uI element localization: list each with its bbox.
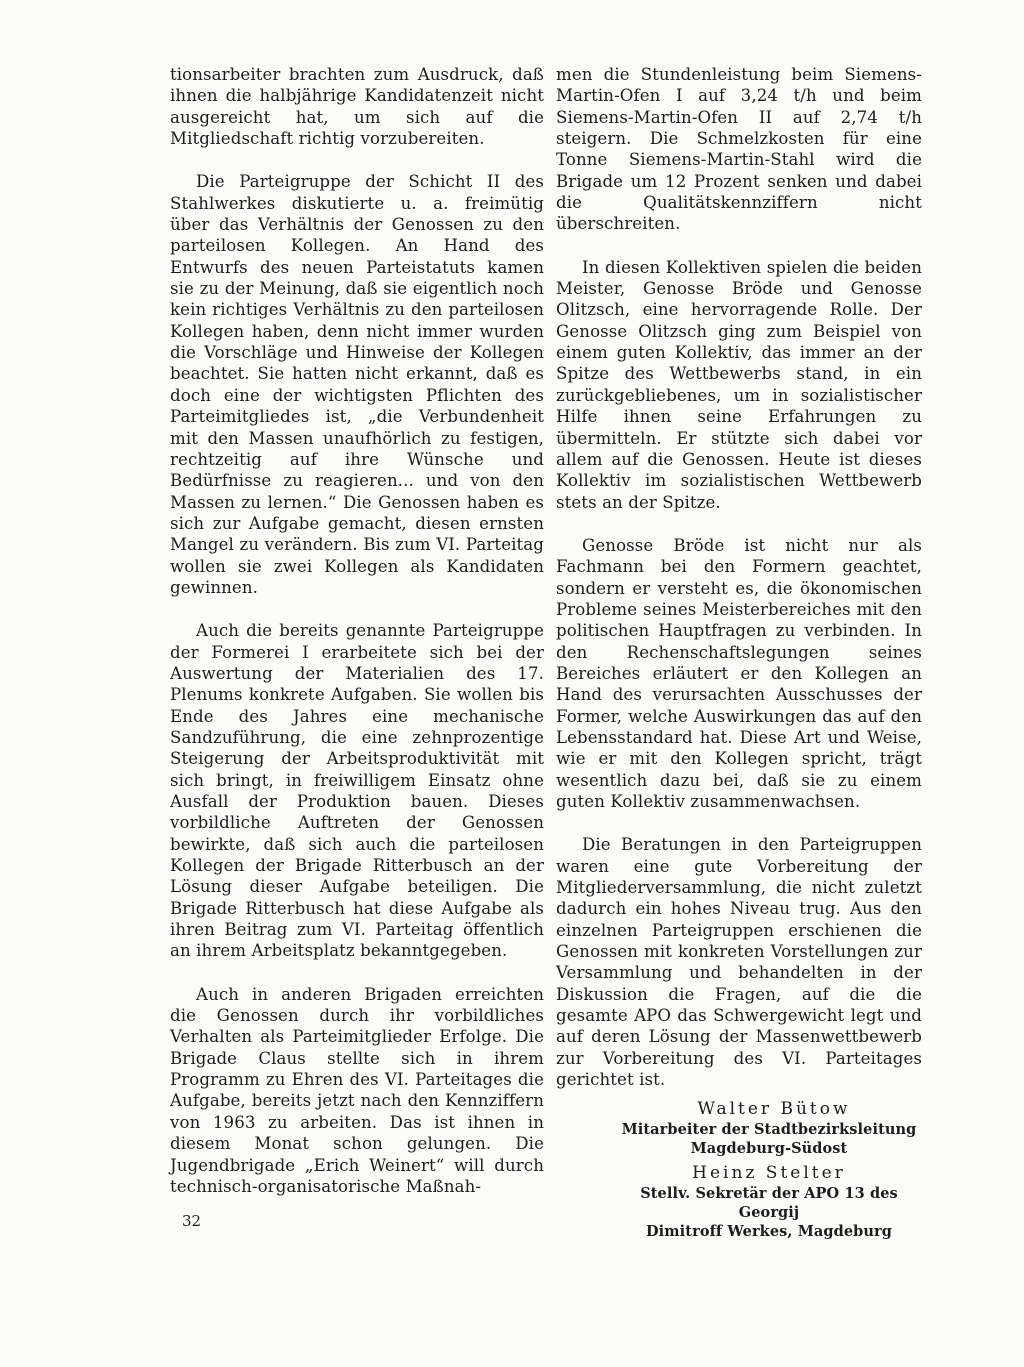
paragraph: tionsarbeiter brachten zum Ausdruck, daß ihnen die halbjährige Kandidatenzeit nicht ausgereicht hat, um sich auf die Mitgliedschaft richtig vorzubereiten. <box>170 65 544 149</box>
paragraph: In diesen Kollektiven spielen die beiden Meister, Genosse Bröde und Genosse Olitzsch, eine hervorragende Rolle. Der Genosse Olitzsch ging zum Beispiel von einem guten Kollektiv, das immer an der Spitze des Wettbewerbs stand, in ein zurückgebliebenes, um in sozialistischer Hilfe ihnen seine Erfahrungen zu übermitteln. Er stützte sich dabei vor allem auf die Genossen. Heute ist dieses Kollektiv im sozialistischen Wettbewerb stets an der Spitze. <box>556 257 922 512</box>
signature-role: Magdeburg-Südost <box>690 1140 848 1158</box>
page-number: 32 <box>182 1212 202 1230</box>
paragraph: Die Beratungen in den Parteigruppen waren eine gute Vorbereitung der Mitgliederversammlung, die nicht zuletzt dadurch ein hohes Niveau trug. Aus den einzelnen Parteigruppen erschienen die Genossen mit konkreten Vorstellungen zur Versammlung und behandelten in der Diskussion die Fragen, auf die die gesamte APO das Schwergewicht legt und auf deren Lösung der Massenwettbewerb zur Vorbereitung des VI. Parteitages gerichtet ist. <box>556 835 922 1090</box>
signature-role: Mitarbeiter der Stadtbezirksleitung <box>621 1121 917 1139</box>
right-column <box>556 64 922 1241</box>
signature-block <box>556 1098 922 1241</box>
paragraph: Auch die bereits genannte Parteigruppe der Formerei I erarbeitete sich bei der Auswertung der Materialien des 17. Plenums konkrete Aufgaben. Sie wollen bis Ende des Jahres eine mechanische Sandzuführung, die eine zehnprozentige Steigerung der Arbeitsproduktivität mit sich bringt, in freiwilligem Einsatz ohne Ausfall der Produktion bauen. Dieses vorbildliche Auftreten der Genossen bewirkte, daß sich auch die parteilosen Kollegen der Brigade Ritterbusch an der Lösung dieser Aufgabe beteiligen. Die Brigade Ritterbusch hat diese Aufgabe als ihren Beitrag zum VI. Parteitag öffentlich an ihrem Arbeitsplatz bekanntgegeben. <box>170 621 544 961</box>
paragraph: Genosse Bröde ist nicht nur als Fachmann bei den Formern geachtet, sondern er versteht es, die ökonomischen Probleme seines Meisterbereiches mit den politischen Hauptfragen zu verbinden. In den Rechenschaftslegungen seines Bereiches erläutert er den Kollegen an Hand des verursachten Ausschusses der Former, welche Auswirkungen das auf den Lebensstandard hat. Diese Art und Weise, wie er mit den Kollegen spricht, trägt wesentlich dazu bei, daß sie zu einem guten Kollektiv zusammenwachsen. <box>556 535 922 811</box>
paragraph: Die Parteigruppe der Schicht II des Stahlwerkes diskutierte u. a. freimütig über das Verhältnis der Genossen zu den parteilosen Kollegen. An Hand des Entwurfs des neuen Parteistatuts kamen sie zu der Meinung, daß sie eigentlich noch kein richtiges Verhältnis zu den parteilosen Kollegen haben, denn nicht immer wurden die Vorschläge und Hinweise der Kollegen beachtet. Sie hatten nicht erkannt, daß es doch eine der wichtigsten Pflichten des Parteimitgliedes ist, „die Verbundenheit mit den Massen unaufhörlich zu festigen, rechtzeitig auf ihre Wünsche und Bedürfnisse zu reagieren... und von den Massen zu lernen.“ Die Genossen haben es sich zur Aufgabe gemacht, diesen ernsten Mangel zu verändern. Bis zum VI. Parteitag wollen sie zwei Kollegen als Kandidaten gewinnen. <box>170 172 544 597</box>
signature-name: Walter Bütow <box>697 1099 851 1120</box>
paragraph: men die Stundenleistung beim Siemens-Martin-Ofen I auf 3,24 t/h und beim Siemens-Martin-Ofen II auf 2,74 t/h steigern. Die Schmelzkosten für eine Tonne Siemens-Martin-Stahl wird die Brigade um 12 Prozent senken und dabei die Qualitätskennziffern nicht überschreiten. <box>556 65 922 234</box>
signature-role: Dimitroff Werkes, Magdeburg <box>645 1223 893 1241</box>
left-column <box>170 64 544 1197</box>
paragraph: Auch in anderen Brigaden erreichten die Genossen durch ihr vorbildliches Verhalten als Parteimitglieder Erfolge. Die Brigade Claus stellte sich in ihrem Programm zu Ehren des VI. Parteitages die Aufgabe, bereits jetzt nach den Kennziffern von 1963 zu arbeiten. Das ist ihnen in diesem Monat schon gelungen. Die Jugendbrigade „Erich Weinert“ will durch technisch-organisatorische Maßnah- <box>170 984 544 1196</box>
signature-name: Heinz Stelter <box>692 1163 846 1184</box>
signature-role: Stellv. Sekretär der APO 13 des Georgij <box>640 1185 898 1222</box>
